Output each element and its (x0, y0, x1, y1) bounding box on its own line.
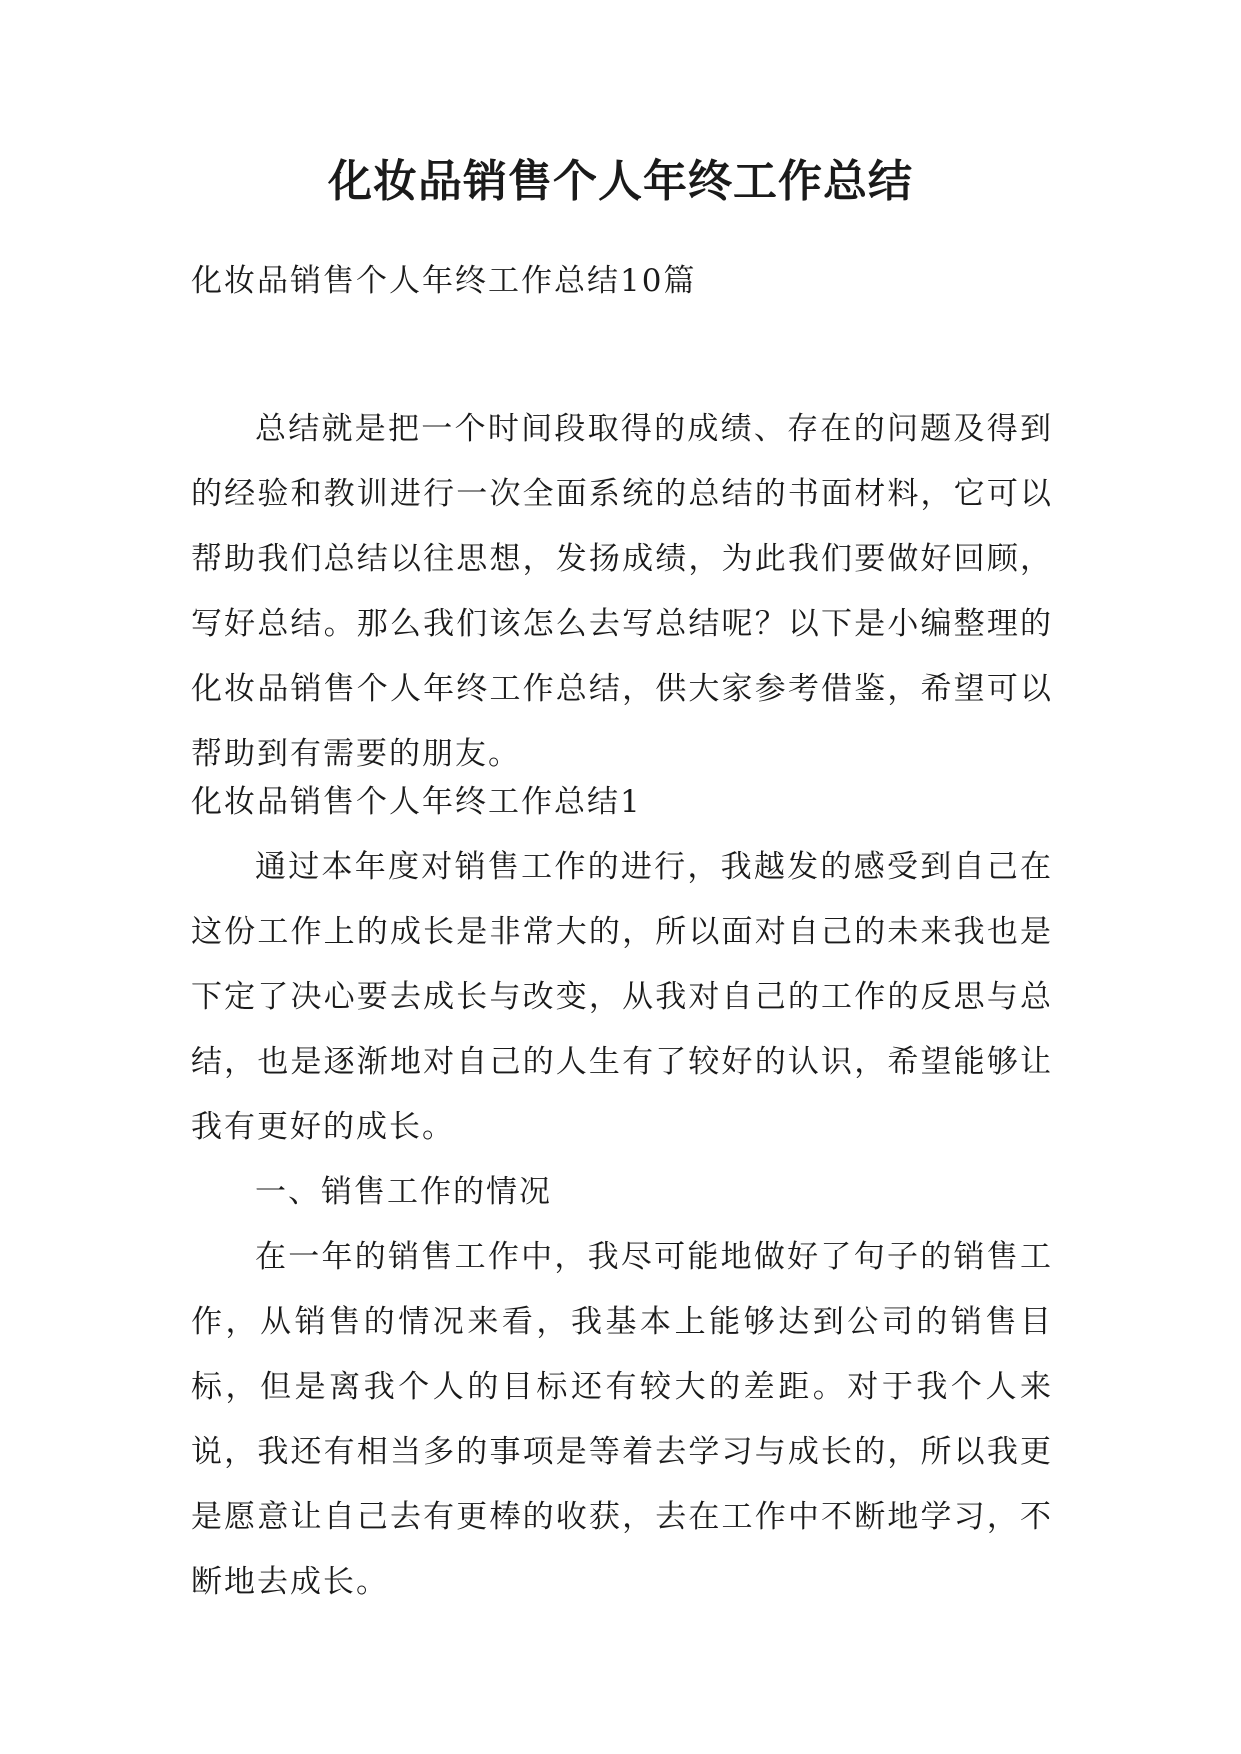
section-heading: 化妆品销售个人年终工作总结1 (191, 784, 642, 820)
body-paragraph: 通过本年度对销售工作的进行，我越发的感受到自己在这份工作上的成长是非常大的，所以面对自己的未来我也是下定了决心要去成长与改变，从我对自己的工作的反思与总结，也是逐渐地对自己的人生有了较好的认识，希望能够让我有更好的成长。 (191, 849, 1053, 1145)
sub-heading: 一、销售工作的情况 (255, 1174, 552, 1210)
document-subtitle: 化妆品销售个人年终工作总结10篇 (191, 263, 697, 299)
document-title: 化妆品销售个人年终工作总结 (328, 156, 913, 207)
intro-paragraph: 总结就是把一个时间段取得的成绩、存在的问题及得到的经验和教训进行一次全面系统的总结的书面材料，它可以帮助我们总结以往思想，发扬成绩，为此我们要做好回顾，写好总结。那么我们该怎么去写总结呢？以下是小编整理的化妆品销售个人年终工作总结，供大家参考借鉴，希望可以帮助到有需要的朋友。 (191, 411, 1053, 772)
body-paragraph: 在一年的销售工作中，我尽可能地做好了句子的销售工作，从销售的情况来看，我基本上能够达到公司的销售目标，但是离我个人的目标还有较大的差距。对于我个人来说，我还有相当多的事项是等着去学习与成长的，所以我更是愿意让自己去有更棒的收获，去在工作中不断地学习，不断地去成长。 (191, 1239, 1053, 1600)
